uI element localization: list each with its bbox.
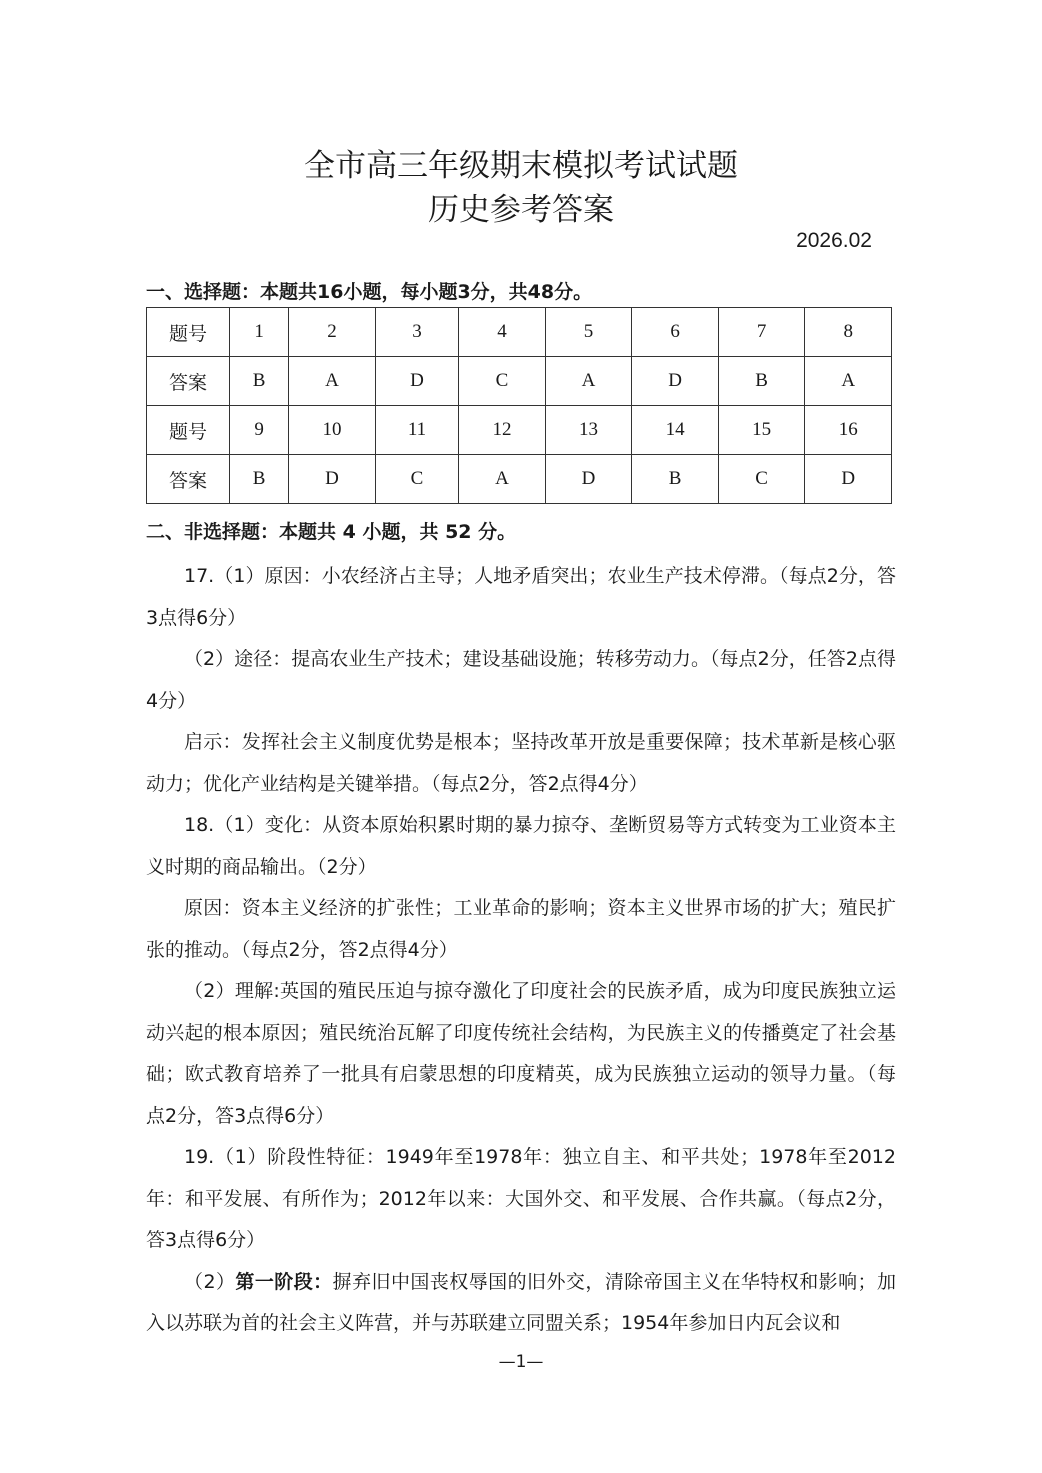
answer-paragraph-last xyxy=(146,1262,896,1345)
last-prefix: （2） xyxy=(184,1270,236,1293)
table-cell: B xyxy=(230,455,289,504)
table-cell: 8 xyxy=(805,308,892,357)
table-cell: B xyxy=(230,357,289,406)
page-number: —1— xyxy=(498,1352,544,1372)
answer-paragraph: 原因：资本主义经济的扩张性；工业革命的影响；资本主义世界市场的扩大；殖民扩张的推动。（每点2分，答2点得4分） xyxy=(146,897,896,961)
section-heading-nonchoice: 二、非选择题：本题共 4 小题，共 52 分。 xyxy=(146,521,517,543)
table-cell: 9 xyxy=(230,406,289,455)
answer-table xyxy=(146,307,892,504)
table-cell: C xyxy=(375,455,459,504)
table-cell: 12 xyxy=(459,406,546,455)
table-cell: A xyxy=(459,455,546,504)
table-cell: A xyxy=(805,357,892,406)
table-cell: 13 xyxy=(545,406,632,455)
table-cell: 2 xyxy=(289,308,376,357)
last-text: 摒弃旧中国丧权辱国的旧外交，清除帝国主义在华特权和影响；加入以苏联为首的社会主义阵营，并与苏联建立同盟关系；1954年参加日内瓦会议和 xyxy=(146,1270,896,1334)
table-cell: D xyxy=(375,357,459,406)
stage-label: 第一阶段： xyxy=(235,1270,333,1293)
section-heading-choice: 一、选择题：本题共16小题，每小题3分，共48分。 xyxy=(146,281,593,303)
answer-body xyxy=(146,556,896,1345)
answer-paragraph: 启示：发挥社会主义制度优势是根本；坚持改革开放是重要保障；技术革新是核心驱动力；优化产业结构是关键举措。（每点2分，答2点得4分） xyxy=(146,731,896,795)
answer-paragraph: 19.（1）阶段性特征：1949年至1978年：独立自主、和平共处；1978年至2012年：和平发展、有所作为；2012年以来：大国外交、和平发展、合作共赢。（每点2分，答3点得6分） xyxy=(146,1146,896,1251)
table-cell: 5 xyxy=(545,308,632,357)
table-cell: 16 xyxy=(805,406,892,455)
table-cell: A xyxy=(289,357,376,406)
table-cell: D xyxy=(545,455,632,504)
table-row xyxy=(147,308,892,357)
table-cell: 4 xyxy=(459,308,546,357)
table-row xyxy=(147,406,892,455)
table-cell: 3 xyxy=(375,308,459,357)
table-cell: 10 xyxy=(289,406,376,455)
table-row-header: 题号 xyxy=(147,406,230,455)
table-row-header: 答案 xyxy=(147,357,230,406)
table-cell: C xyxy=(718,455,805,504)
table-cell: 7 xyxy=(718,308,805,357)
table-row-header: 题号 xyxy=(147,308,230,357)
table-row-header: 答案 xyxy=(147,455,230,504)
table-cell: B xyxy=(718,357,805,406)
table-cell: D xyxy=(289,455,376,504)
document-date: 2026.02 xyxy=(796,229,872,252)
table-cell: D xyxy=(632,357,719,406)
table-cell: 6 xyxy=(632,308,719,357)
answer-paragraph: 17.（1）原因：小农经济占主导；人地矛盾突出；农业生产技术停滞。（每点2分，答3点得6分） xyxy=(146,565,896,629)
answer-paragraph: （2）理解:英国的殖民压迫与掠夺激化了印度社会的民族矛盾，成为印度民族独立运动兴起的根本原因；殖民统治瓦解了印度传统社会结构，为民族主义的传播奠定了社会基础；欧式教育培养了一批具有启蒙思想的印度精英，成为民族独立运动的领导力量。（每点2分，答3点得6分） xyxy=(146,980,896,1127)
table-cell: 14 xyxy=(632,406,719,455)
table-row xyxy=(147,455,892,504)
table-cell: B xyxy=(632,455,719,504)
document-title: 全市高三年级期末模拟考试试题 xyxy=(304,148,738,184)
answer-paragraph: 18.（1）变化：从资本原始积累时期的暴力掠夺、垄断贸易等方式转变为工业资本主义时期的商品输出。（2分） xyxy=(146,814,896,878)
table-row xyxy=(147,357,892,406)
table-cell: 11 xyxy=(375,406,459,455)
table-cell: A xyxy=(545,357,632,406)
table-cell: 15 xyxy=(718,406,805,455)
table-cell: D xyxy=(805,455,892,504)
document-subtitle: 历史参考答案 xyxy=(428,192,614,228)
table-cell: C xyxy=(459,357,546,406)
table-cell: 1 xyxy=(230,308,289,357)
answer-paragraph: （2）途径：提高农业生产技术；建设基础设施；转移劳动力。（每点2分，任答2点得4分） xyxy=(146,648,896,712)
